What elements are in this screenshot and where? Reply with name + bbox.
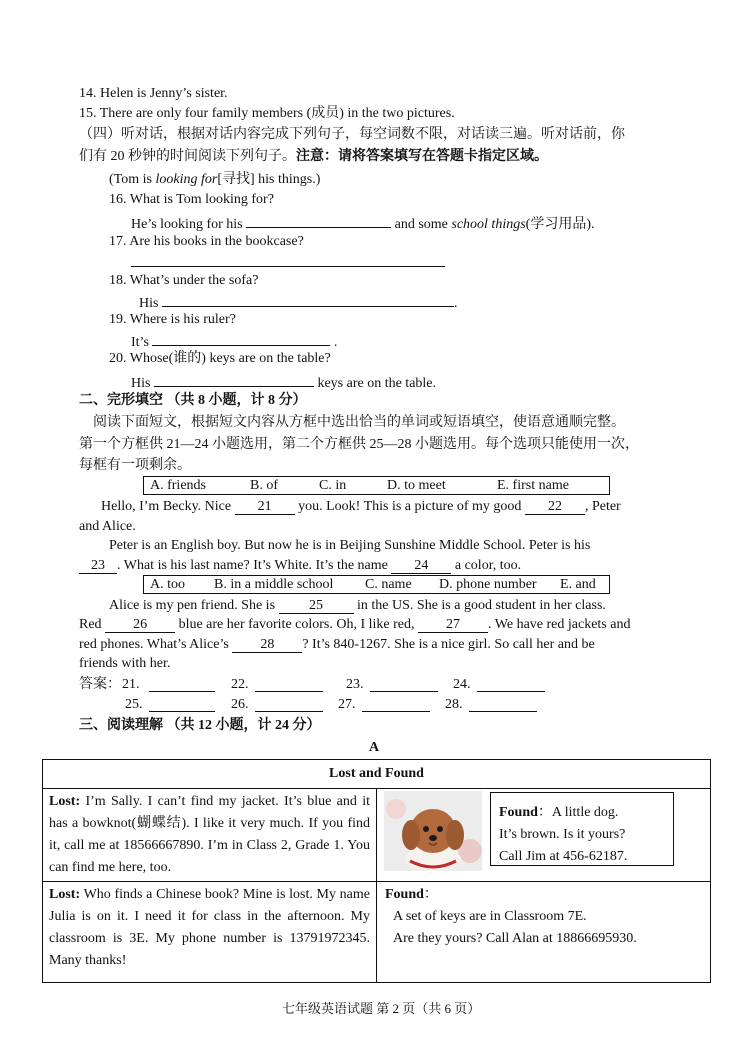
lost-notice-julia: Lost: Who finds a Chinese book? Mine is lost. My name Julia is on it. I need it for class in the afternoon. My classroom is 3E. My phone number is 13791972345. Many thanks!: [49, 887, 370, 968]
answer-blank[interactable]: [246, 212, 391, 228]
word-option: E. first name: [497, 478, 569, 493]
question-19: 19. Where is his ruler?: [109, 312, 236, 327]
passage-line: red phones. What’s Alice’s 28 ? It’s 840-1267. She is a nice girl. So call her and be: [79, 637, 595, 652]
question-18: 18. What’s under the sofa?: [109, 273, 259, 288]
word-box-1: [143, 476, 610, 495]
part2-intro-1: 阅读下面短文，根据短文内容从方框中选出恰当的单词或短语填空，使语意通顺完整。: [93, 415, 625, 430]
answer-blank[interactable]: [469, 696, 537, 712]
page-footer: 七年级英语试题 第 2 页（共 6 页）: [282, 1001, 481, 1016]
answer-blank[interactable]: [154, 371, 314, 387]
question-14: 14. Helen is Jenny’s sister.: [79, 86, 228, 101]
part2-title: 二、完形填空 （共 8 小题，计 8 分）: [79, 393, 307, 408]
cloze-blank-24[interactable]: 24: [391, 558, 451, 574]
table-title: Lost and Found: [43, 760, 711, 789]
word-option: D. to meet: [387, 478, 446, 493]
cloze-blank-22[interactable]: 22: [525, 499, 585, 515]
passage-line: Hello, I’m Becky. Nice 21 you. Look! This is a picture of my good 22 , Peter: [101, 499, 621, 514]
lost-and-found-table: [42, 759, 711, 983]
answer-blank[interactable]: [255, 676, 323, 692]
section-label: A: [369, 740, 380, 755]
dog-photo: [384, 791, 482, 876]
answer-blank[interactable]: [162, 291, 454, 307]
word-option: E. and: [560, 577, 596, 592]
found-notice-keys: Found： A set of keys are in Classroom 7E. Are they yours? Call Alan at 18866695930.: [385, 887, 637, 946]
answer-row-1: 答案： 21. 22. 23. 24.: [79, 676, 121, 694]
answer-blank[interactable]: [362, 696, 430, 712]
answer-16: He’s looking for his and some school things(学习用品).: [131, 212, 594, 234]
passage-line: 23 . What is his last name? It’s White. It’s the name 24 a color, too.: [79, 557, 521, 575]
passage-line: Red 26 blue are her favorite colors. Oh, I like red, 27 . We have red jackets and: [79, 617, 631, 632]
cloze-blank-26[interactable]: 26: [105, 617, 175, 633]
word-option: D. phone number: [439, 577, 537, 592]
word-option: B. of: [250, 478, 278, 493]
answer-20: His keys are on the table.: [131, 371, 436, 393]
section4-instruction-2: 们有 20 秒钟的时间阅读下列句子。注意：请将答案填写在答题卡指定区域。: [79, 149, 548, 164]
passage-line: Alice is my pen friend. She is 25 in the US. She is a good student in her class.: [109, 598, 606, 613]
cloze-blank-21[interactable]: 21: [235, 499, 295, 515]
question-15: 15. There are only four family members (成员) in the two pictures.: [79, 106, 455, 121]
word-option: B. in a middle school: [214, 577, 334, 592]
answer-blank[interactable]: [255, 696, 323, 712]
cloze-blank-28[interactable]: 28: [232, 637, 302, 653]
answer-blank[interactable]: [149, 676, 215, 692]
question-20: 20. Whose(谁的) keys are on the table?: [109, 351, 331, 366]
answer-blank[interactable]: [477, 676, 545, 692]
dog-image: [384, 791, 482, 871]
answer-blank[interactable]: [152, 330, 330, 346]
word-option: C. name: [365, 577, 412, 592]
cloze-blank-25[interactable]: 25: [279, 598, 354, 614]
passage-line: friends with her.: [79, 656, 171, 671]
word-option: C. in: [319, 478, 347, 493]
lost-notice-sally: Lost: I’m Sally. I can’t find my jacket. It’s blue and it has a bowknot(蝴蝶结). I like it very much. If you find it, call me at 18566667890. I’m in Class 2, Grade 1. You can find me here, too.: [49, 794, 370, 875]
word-option: A. friends: [150, 478, 206, 493]
section4-instruction-1: （四）听对话，根据对话内容完成下列句子，每空词数不限，对话读三遍。听对话前，你: [79, 127, 625, 142]
answer-19: It’s .: [131, 330, 337, 352]
part2-intro-3: 每框有一项剩余。: [79, 458, 191, 473]
cloze-blank-23[interactable]: 23: [79, 558, 117, 574]
passage-line: Peter is an English boy. But now he is in Beijing Sunshine Middle School. Peter is his: [109, 538, 591, 553]
question-17: 17. Are his books in the bookcase?: [109, 234, 304, 249]
section4-intro: (Tom is looking for[寻找] his things.): [109, 172, 321, 187]
answer-18: His .: [139, 291, 457, 313]
answer-blank[interactable]: [149, 696, 215, 712]
part2-intro-2: 第一个方框供 21—24 小题选用，第二个方框供 25—28 小题选用。每个选项只能使用一次，: [79, 437, 639, 452]
part3-title: 三、阅读理解 （共 12 小题，计 24 分）: [79, 718, 321, 733]
question-16: 16. What is Tom looking for?: [109, 192, 274, 207]
cloze-blank-27[interactable]: 27: [418, 617, 488, 633]
word-option: A. too: [150, 577, 185, 592]
answer-17-blank[interactable]: [131, 252, 445, 267]
answer-blank[interactable]: [370, 676, 438, 692]
word-box-2: [143, 575, 610, 594]
found-notice-dog: Found：A little dog. It’s brown. Is it yours? Call Jim at 456-62187.: [490, 792, 674, 866]
passage-line: and Alice.: [79, 519, 136, 534]
